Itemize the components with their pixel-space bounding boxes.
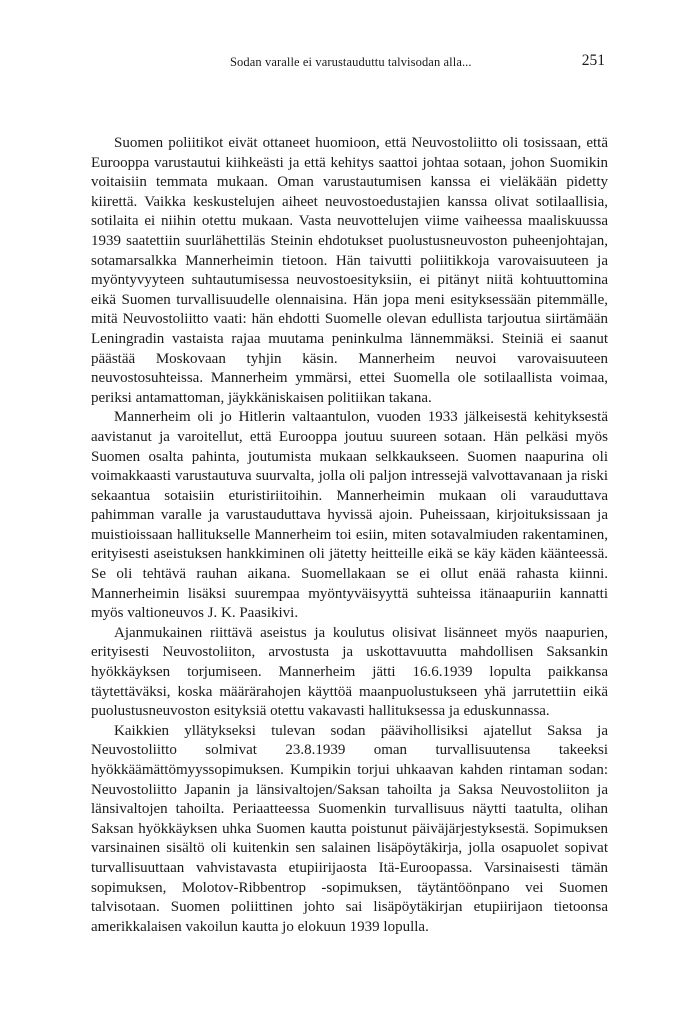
running-header (105, 52, 605, 76)
body-text (91, 134, 608, 937)
page-number: 251 (581, 52, 605, 69)
paragraph-3: Ajanmukainen riittävä aseistus ja koulutus olisivat lisänneet myös naapurien, erityisesti Neuvostoliiton, arvostusta ja uskottavuutta mahdollisen Saksankin hyökkäyksen torjumiseen. Mannerheim jätti 16.6.1939 lopulta paikkansa täytettäväksi, koska määrärahojen käyttöä maanpuolustukseen yhä jarrutettiin eikä puolustusneuvoston esityksiä otettu vakavasti hallituksessa ja eduskunnassa. (91, 624, 608, 720)
paragraph-2: Mannerheim oli jo Hitlerin valtaantulon, vuoden 1933 jälkeisestä kehityksestä aavistanut ja varoitellut, että Eurooppa joutuu suureen sotaan. Hän pelkäsi myös Suomen osalta pahinta, joutumista mukaan selkkaukseen. Suomen naapurina oli voimakkaasti varustautuva suurvalta, jolla oli paljon intressejä valvottavanaan ja riski sekaantua sotaisiin eturistiriitoihin. Mannerheimin mukaan oli varauduttava pahimman varalle ja varustauduttava hyvissä ajoin. Puheissaan, kirjoituksissaan ja muistioissaan hallitukselle Mannerheim toi esiin, miten sotavalmiuden rakentaminen, erityisesti aseistuksen hankkiminen oli jätetty heitteille eikä se käy käden käänteessä. Se oli tehtävä rauhan aikana. Suomellakaan se ei ollut enää rahasta kiinni. Mannerheimin lisäksi suurempaa myöntyväisyyttä suhteissa itänaapuriin kannatti myös valtioneuvos J. K. Paasikivi. (91, 409, 608, 622)
paragraph-1: Suomen poliitikot eivät ottaneet huomioon, että Neuvostoliitto oli tosissaan, että Eurooppa varustautui kiihkeästi ja että kehitys saattoi johtaa sotaan, johon Suomikin voitaisiin temmata mukaan. Oman varustautumisen kanssa ei vieläkään pidetty kiirettä. Vaikka keskustelujen aiheet neuvostoedustajien kanssa olivat sotilaallisia, sotilaita ei niihin otettu mukaan. Vasta neuvottelujen viime vaiheessa maaliskuussa 1939 saatettiin suurlähettiläs Steinin ehdotukset puolustusneuvoston puheenjohtajan, sotamarsalkka Mannerheimin tietoon. Hän taivutti poliitikkoja varovaisuuteen ja myöntyvyyteen suhtautumisessa neuvostoesityksiin, ei pitänyt niitä kohtuuttomina eikä Suomen turvallisuudelle olennaisina. Hän jopa meni esityksessään pitemmälle, mitä Neuvostoliitto vaati: hän ehdotti Suomelle olevan edullista tarjoutua siirtämään Leningradin vastaista rajaa muutama peninkulma lännemmäksi. Steiniä ei saanut päästää Moskovaan tyhjin käsin. Mannerheim neuvoi varovaisuuteen neuvostosuhteissa. Mannerheim ymmärsi, ettei Suomella ole sotilaallista voimaa, periksi antamattoman, jäykkäniskaisen politiikan takana. (91, 135, 608, 406)
paragraph-4: Kaikkien yllätykseksi tulevan sodan päävihollisiksi ajatellut Saksa ja Neuvostoliitto solmivat 23.8.1939 oman turvallisuutensa takeeksi hyökkäämättömyyssopimuksen. Kumpikin torjui uhkaavan kahden rintaman sodan: Neuvostoliitto Japanin ja länsivaltojen/Saksan tahoilta ja Saksa Neuvostoliiton ja länsivaltojen tahoilta. Periaatteessa Suomenkin turvallisuus näytti taatulta, olihan Saksan hyökkäyksen uhka Suomen kautta poistunut päiväjärjestyksestä. Sopimuksen varsinainen sisältö oli kuitenkin sen salainen lisäpöytäkirja, jolla osapuolet sopivat turvallisuuttaan vahvistavasta etupiirijaosta Itä-Euroopassa. Varsinaisesti tämän sopimuksen, Molotov-Ribbentrop -sopimuksen, täytäntöönpano vei Suomen talvisotaan. Suomen poliittinen johto sai lisäpöytäkirjan etupiirijaon tietoonsa amerikkalaisen vakoilun kautta jo elokuun 1939 lopulla. (91, 722, 608, 935)
running-title: Sodan varalle ei varustauduttu talvisodan alla... (230, 55, 472, 69)
